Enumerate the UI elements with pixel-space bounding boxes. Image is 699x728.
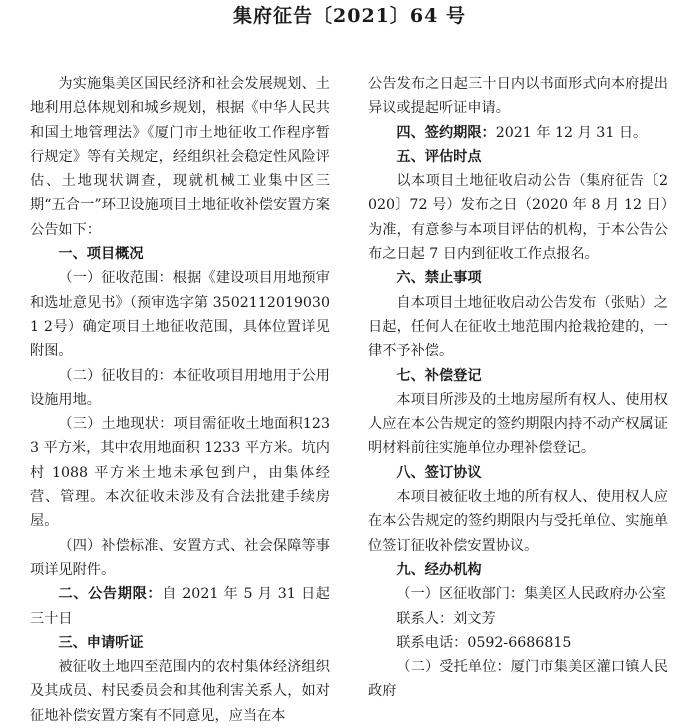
intro-paragraph: 为实施集美区国民经济和社会发展规划、土地利用总体规划和城乡规划，根据《中华人民共和国土地管理法》《厦门市土地征收工作程序暂行规定》等有关规定，经组织社会稳定性风险评估、土地现状调查，现就机械工业集中区三期“五合一”环卫设施项目土地征收补偿安置方案公告如下： xyxy=(30,76,330,238)
section-heading-prohibitions: 六、禁止事项 xyxy=(396,270,482,287)
section-heading-hearing: 三、申请听证 xyxy=(58,634,144,651)
announcement-period-label: 二、公告期限： xyxy=(58,586,163,603)
right-column xyxy=(368,72,668,704)
section-heading-registration: 七、补偿登记 xyxy=(396,367,482,384)
paragraph-expropriation-scope: （一）征收范围：根据《建设项目用地预审和选址意见书》（预审选字第 35021120190301 2号）确定项目土地征收范围，具体位置详见附图。 xyxy=(30,270,330,360)
paragraph-district-department: （一）区征收部门：集美区人民政府办公室 xyxy=(396,586,666,603)
paragraph-land-status: （三）土地现状：项目需征收土地面积1233 平方米，其中农用地面积 1233 平方米。坑内村 1088 平方米土地未承包到户，由集体经营、管理。本次征收未涉及有合法批建手续房屋。 xyxy=(30,416,330,530)
left-column xyxy=(30,72,330,728)
section-heading-agencies: 九、经办机构 xyxy=(396,561,482,578)
paragraph-announcement-period xyxy=(30,582,330,631)
paragraph-prohibitions: 自本项目土地征收启动公告发布（张贴）之日起，任何人在征收土地范围内抢栽抢建的，一律不予补偿。 xyxy=(368,294,668,360)
paragraph-expropriation-purpose: （二）征收目的：本征收项目用地用于公用设施用地。 xyxy=(30,367,330,408)
section-heading-agreement: 八、签订协议 xyxy=(396,464,482,481)
section-heading-valuation-date: 五、评估时点 xyxy=(396,148,482,165)
signing-deadline-value: 2021 年 12 月 31 日。 xyxy=(495,124,648,141)
document-title: 集府征告〔2021〕64 号 xyxy=(233,5,466,27)
signing-deadline-label: 四、签约期限： xyxy=(396,124,496,141)
paragraph-signing-deadline xyxy=(368,121,668,145)
paragraph-contact-person: 联系人：刘文芳 xyxy=(396,610,496,627)
paragraph-agreement: 本项目被征收土地的所有权人、使用权人应在本公告规定的签约期限内与受托单位、实施单位签订征收补偿安置协议。 xyxy=(368,489,668,554)
paragraph-contact-phone: 联系电话：0592-6686815 xyxy=(396,634,572,651)
section-heading-project-overview: 一、项目概况 xyxy=(58,246,144,263)
paragraph-valuation-date: 以本项目土地征收启动公告（集府征告〔2020〕72 号）发布之日（2020 年 8 月 12 日）为准，有意参与本项目评估的机构，于本公告公布之日起 7 日内到征收工作点报名。 xyxy=(368,173,668,263)
paragraph-compensation-standards: （四）补偿标准、安置方式、社会保障等事项详见附件。 xyxy=(30,537,330,578)
paragraph-entrusted-unit: （二）受托单位：厦门市集美区灌口镇人民政府 xyxy=(368,659,668,700)
paragraph-hearing-request: 被征收土地四至范围内的农村集体经济组织及其成员、村民委员会和其他利害关系人，如对征地补偿安置方案有不同意见，应当在本 xyxy=(30,659,330,724)
paragraph-hearing-continued: 公告发布之日起三十日内以书面形式向本府提出异议或提起听证申请。 xyxy=(368,76,668,117)
announcement-period-value: 自 2021 年 5 月 31 日起三十日 xyxy=(30,586,330,627)
paragraph-registration: 本项目所涉及的土地房屋所有权人、使用权人应在本公告规定的签约期限内持不动产权属证明材料前往实施单位办理补偿登记。 xyxy=(368,391,668,457)
